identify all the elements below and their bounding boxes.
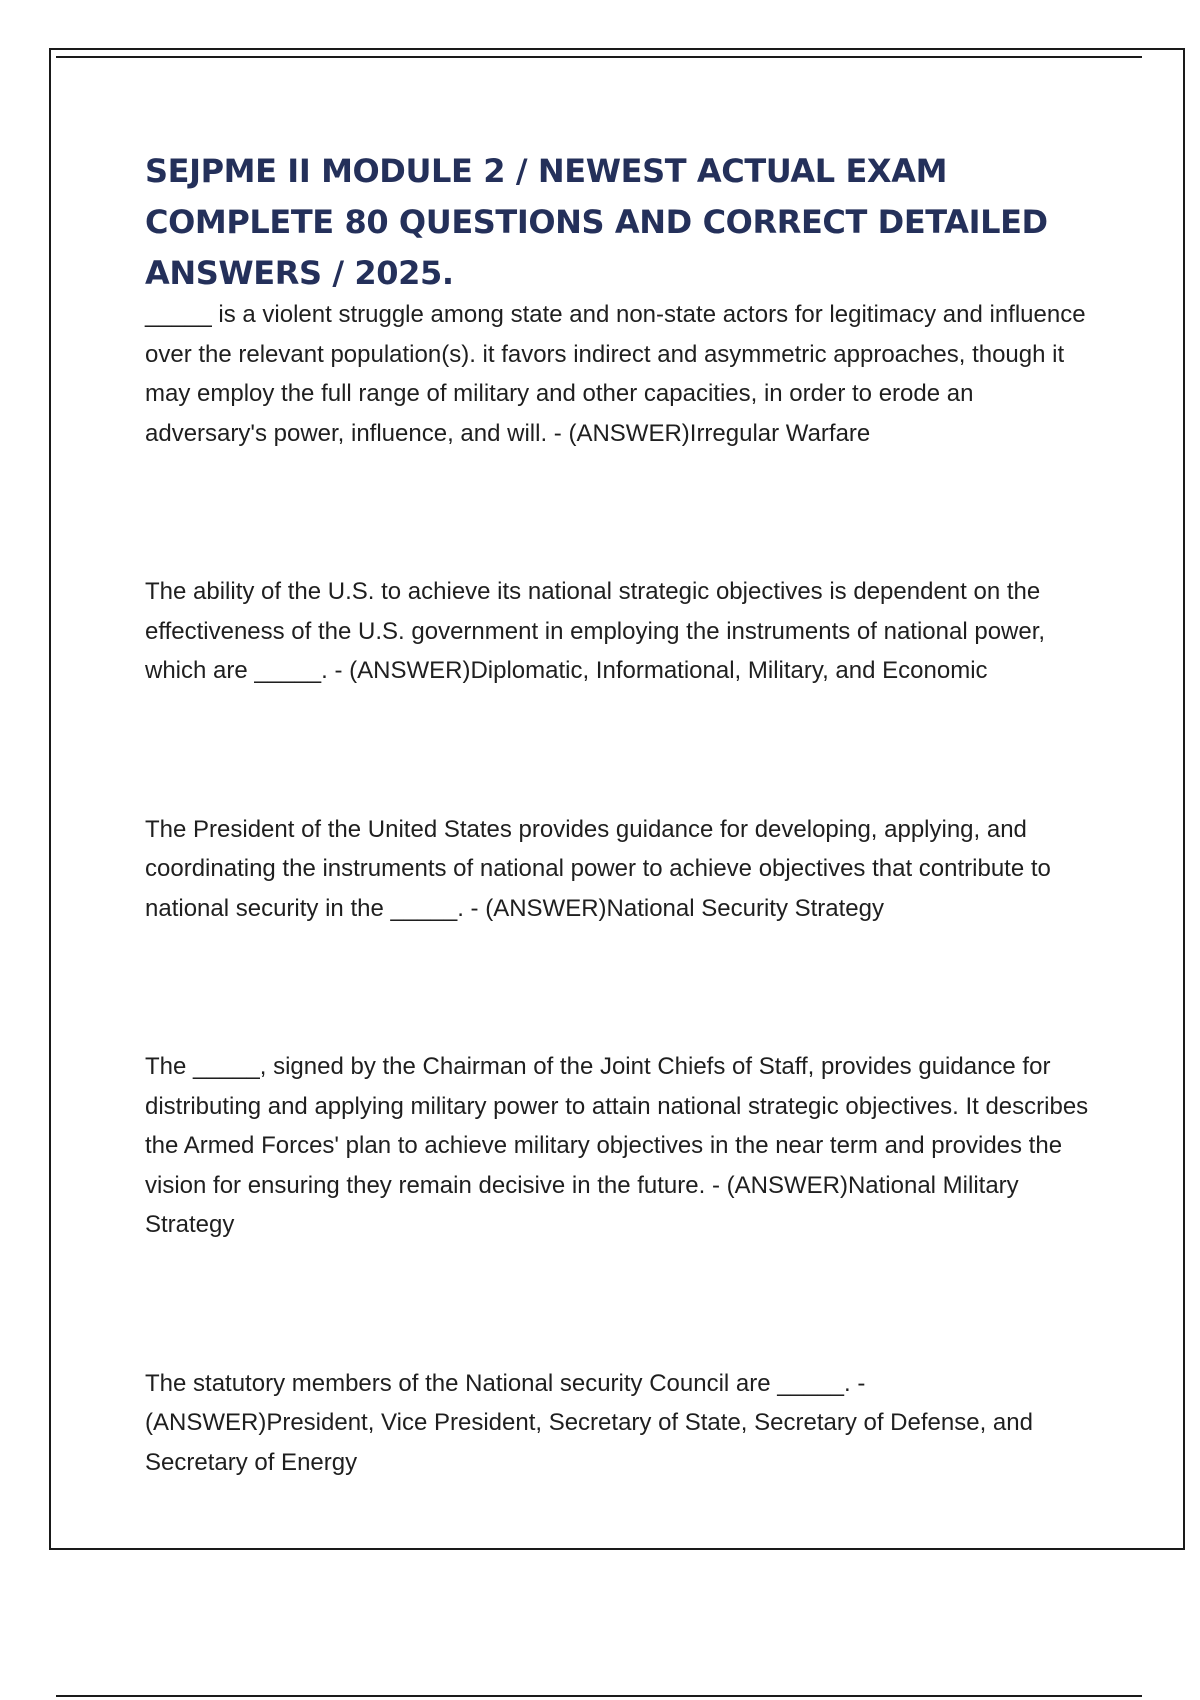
- bottom-rule: [56, 1695, 1142, 1697]
- spacer: [145, 453, 1095, 572]
- qa-item-national-military-strategy: The _____, signed by the Chairman of the Joint Chiefs of Staff, provides guidance for distributing and applying military power to attain national strategic objectives. It describes the Armed Forces' plan to achieve military objectives in the near term and provides the vision for ensuring they remain decisive in the future. - (ANSWER)National Military Strategy: [145, 1053, 1089, 1238]
- qa-item-irregular-warfare: _____ is a violent struggle among state and non-state actors for legitimacy and influence over the relevant population(s). it favors indirect and asymmetric approaches, though it may employ the full range of military and other capacities, in order to erode an adversary's power, influence, and will. - (ANSWER)Irregular Warfare: [145, 301, 1086, 447]
- spacer: [145, 691, 1095, 810]
- document-title: SEJPME II MODULE 2 / NEWEST ACTUAL EXAM COMPLETE 80 QUESTIONS AND CORRECT DETAILED ANSWERS / 2025.: [145, 152, 1048, 292]
- qa-item-national-security-strategy: The President of the United States provides guidance for developing, applying, and coordinating the instruments of national power to achieve objectives that contribute to national security in the _____. - (ANSWER)National Security Strategy: [145, 815, 1051, 922]
- top-rule: [56, 56, 1142, 58]
- spacer: [145, 1245, 1095, 1364]
- document-body: [145, 146, 1095, 1482]
- spacer: [145, 928, 1095, 1047]
- qa-item-instruments-of-power: The ability of the U.S. to achieve its national strategic objectives is dependent on the effectiveness of the U.S. government in employing the instruments of national power, which are _____. - (ANSWER)Diplomatic, Informational, Military, and Economic: [145, 578, 1046, 684]
- qa-item-nsc-members: The statutory members of the National security Council are _____. - (ANSWER)President, Vice President, Secretary of State, Secretary of Defense, and Secretary of Energy: [145, 1369, 1033, 1476]
